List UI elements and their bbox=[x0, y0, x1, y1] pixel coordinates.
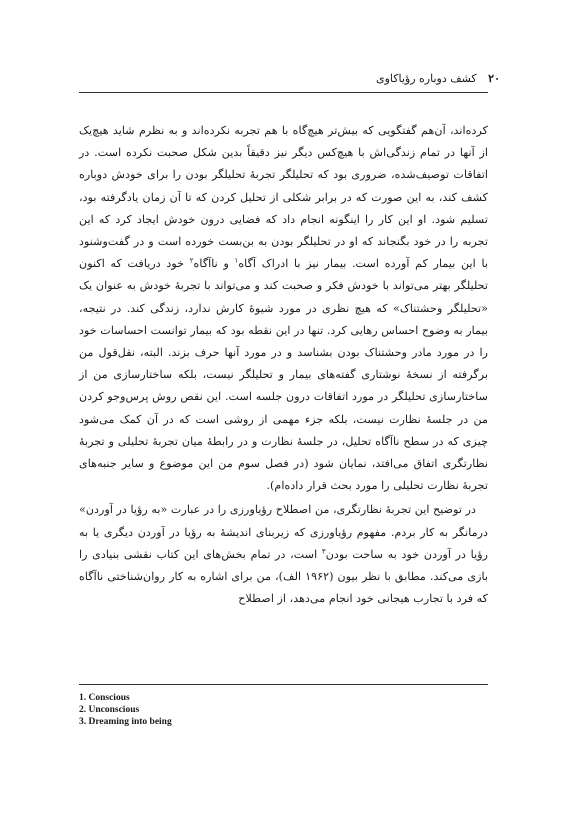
paragraph-2-text-a: در توضیح این تجربهٔ نظارتگری، من اصطلاح رؤیاورزی را در عبارت «به رؤیا در آوردن» درمانگر به کار بردم. مفهوم رؤیاورزی که زیربنای اندیشهٔ به رؤیا در آوردن دیگری یا به رؤیا در آوردن خود به ساحت بودن bbox=[79, 503, 488, 561]
body-text bbox=[79, 120, 488, 610]
footnote-ref-1: ۱ bbox=[234, 256, 239, 265]
paragraph-1-text-a: کرده‌اند، آن‌هم گفتگویی که بیش‌تر هیچ‌گاه با هم تجربه نکرده‌اند و به نظرم شاید هیچ‌یک از آنها در تمام زندگی‌اش با هیچ‌کس دیگر نیز دقیقاً بدین شکل صحبت نکرده است. در اتفاقات توصیف‌شده، ضروری بود که تحلیلگر تجربهٔ تحلیلگر بودن را برای خودش دوباره کشف کند، به این صورت که در برابر شکلی از تحلیل کردن که تا آن زمان یادگرفته بود، تسلیم شود. او این کار را اینگونه انجام داد که فضایی درون خودش ایجاد کرد که این تجربه را در خود بگنجاند که او در تحلیلگر بودن به بن‌بست خورده است و در گفت‌وشنود با این بیمار کم آورده است. بیمار نیز با ادراک آگاه bbox=[79, 124, 488, 271]
footnote-rule bbox=[79, 684, 488, 685]
paragraph-1 bbox=[79, 120, 488, 497]
running-title: کشف دوباره رؤیاکاوی bbox=[375, 72, 477, 85]
paragraph-2 bbox=[79, 499, 488, 610]
footnotes bbox=[79, 692, 379, 728]
footnote-2: 2. Unconscious bbox=[79, 705, 140, 715]
paragraph-1-text-b: و ناآگاه bbox=[193, 257, 235, 271]
footnote-1: 1. Conscious bbox=[79, 693, 130, 703]
footnote-3: 3. Dreaming into being bbox=[79, 717, 172, 727]
paragraph-1-text-c: خود دریافت که اکنون تحلیلگر بهتر می‌تواند با خودش فکر و صحبت کند و می‌تواند با تجربهٔ خودش به عنوان یک «تحلیلگر وحشتناک» که هیچ نظری در مورد شیوهٔ کارش ندارد، زندگی کند. در نتیجه، بیمار به وضوح احساس رهایی کرد. تنها در این نقطه بود که بیمار توانست احساسات خود را در مورد مادر وحشتناک بودن بشناسد و در مورد آنها حرف بزند. البته، نقل‌قول من برگرفته از نسخهٔ نوشتاری گفته‌های بیمار و تحلیلگر نیست، بلکه ساختارسازی من از ساختارسازی تحلیلگر در مورد اتفاقات درون جلسه است. این نقص روش پرس‌وجو کردن من در جلسهٔ نظارت نیست، بلکه جزء مهمی از روشی است که در آن کمک می‌شود چیزی که در سطح ناآگاه تحلیل، در جلسهٔ نظارت و در رابطهٔ میان تجربهٔ تحلیلی و تجربهٔ نظارتگری اتفاق می‌افتد، نمایان شود (در فصل سوم من این موضوع و سایر جنبه‌های تجربهٔ نظارت تحلیلی را مورد بحث قرار داده‌ام). bbox=[79, 257, 489, 493]
paragraph-2-text-b: است، در تمام بخش‌های این کتاب نقشی بنیادی را بازی می‌کند. مطابق با نظر بیون (۱۹۶۲ الف)، من برای اشاره به کار روان‌شناختی ناآگاه که فرد با تجارب هیجانی خود انجام می‌دهد، از اصطلاح bbox=[79, 547, 488, 606]
page-number: ۲۰ bbox=[488, 72, 500, 85]
header-rule bbox=[79, 92, 488, 93]
footnote-ref-3: ۳ bbox=[321, 547, 326, 556]
running-header bbox=[95, 72, 500, 86]
footnote-ref-2: ۲ bbox=[189, 256, 194, 265]
